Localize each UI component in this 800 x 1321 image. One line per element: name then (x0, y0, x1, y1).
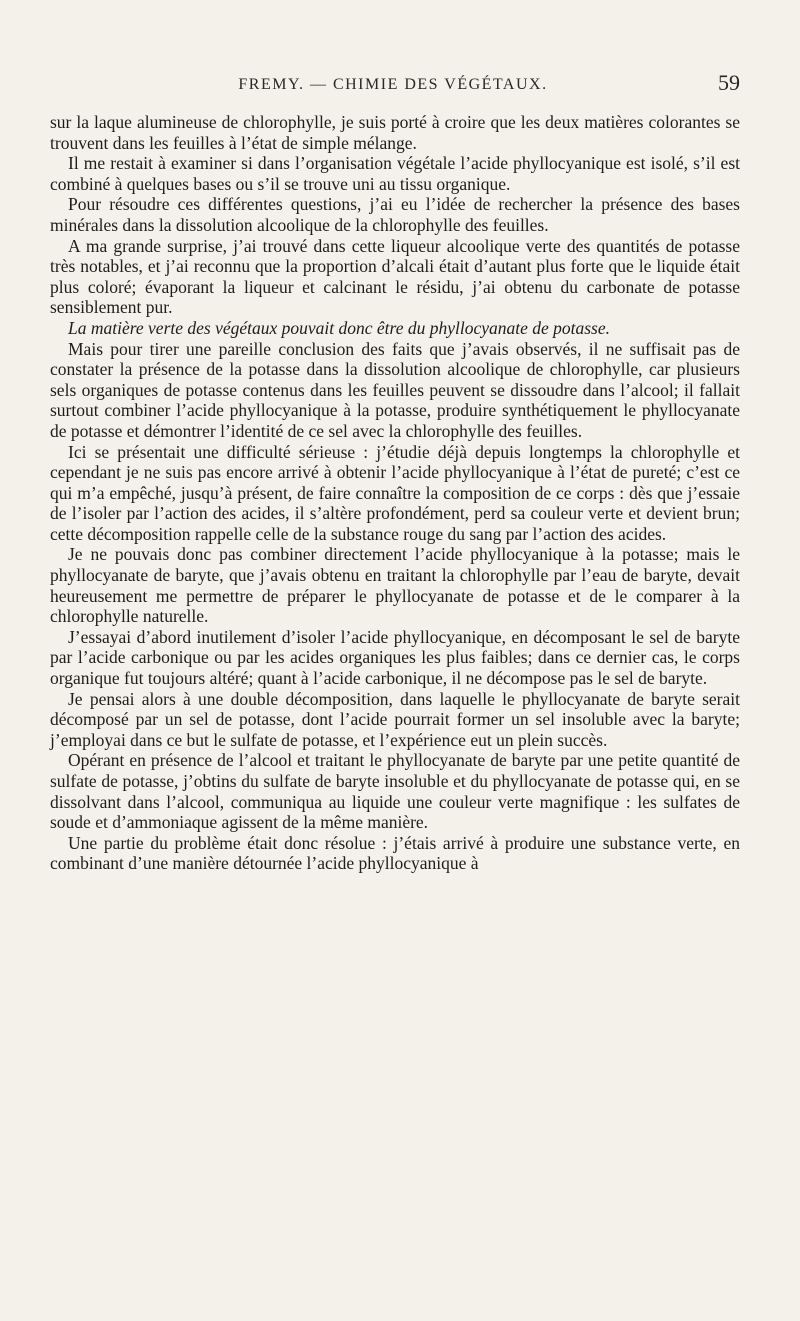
paragraph: Je pensai alors à une double décomposition, dans laquelle le phyllocyanate de baryte serait décomposé par un sel de potasse, dont l’acide pourrait former un sel insoluble avec la baryte; j’employai dans ce but le sulfate de potasse, et l’expérience eut un plein succès. (50, 688, 740, 750)
page-header (46, 70, 740, 100)
paragraph: Je ne pouvais donc pas combiner directement l’acide phyllocyanique à la potasse; mais le phyllocyanate de baryte, que j’avais obtenu en traitant la chlorophylle par l’eau de baryte, devait heureusement me permettre de préparer le phyllocyanate de potasse et de le comparer à la chlorophylle naturelle. (50, 544, 740, 627)
page-number: 59 (718, 70, 740, 95)
paragraph: Pour résoudre ces différentes questions, j’ai eu l’idée de rechercher la présence des bases minérales dans la dissolution alcoolique de la chlorophylle des feuilles. (50, 194, 740, 235)
paragraph: Ici se présentait une difficulté sérieuse : j’étudie déjà depuis longtemps la chlorophylle et cependant je ne suis pas encore arrivé à obtenir l’acide phyllocyanique à l’état de pureté; c’est ce qui m’a empêché, jusqu’à présent, de faire connaître la composition de ce corps : dès que j’essaie de l’isoler par l’action des acides, il s’altère profondément, perd sa couleur verte et devient brun; cette décomposition rappelle celle de la substance rouge du sang par l’action des acides. (50, 441, 740, 544)
paragraph: Opérant en présence de l’alcool et traitant le phyllocyanate de baryte par une petite quantité de sulfate de potasse, j’obtins du sulfate de baryte insoluble et du phyllocyanate de potasse qui, en se dissolvant dans l’alcool, communiqua au liquide une couleur verte magnifique : les sulfates de soude et d’ammoniaque agissent de la même manière. (50, 750, 740, 833)
paragraph: Mais pour tirer une pareille conclusion des faits que j’avais observés, il ne suffisait pas de constater la présence de la potasse dans la dissolution alcoolique de chlorophylle, car plusieurs sels organiques de potasse contenus dans les feuilles peuvent se dissoudre dans l’alcool; il fallait surtout combiner l’acide phyllocyanique à la potasse, produire synthétiquement le phyllocyanate de potasse et démontrer l’identité de ce sel avec la chlorophylle des feuilles. (50, 338, 740, 441)
paragraph: J’essayai d’abord inutilement d’isoler l’acide phyllocyanique, en décomposant le sel de baryte par l’acide carbonique ou par les acides organiques les plus faibles; dans ce dernier cas, le corps organique fut toujours altéré; quant à l’acide carbonique, il ne décompose pas le sel de baryte. (50, 626, 740, 689)
paragraph: sur la laque alumineuse de chlorophylle, je suis porté à croire que les deux matières colorantes se trouvent dans les feuilles à l’état de simple mélange. (50, 112, 740, 153)
paragraph: A ma grande surprise, j’ai trouvé dans cette liqueur alcoolique verte des quantités de potasse très notables, et j’ai reconnu que la proportion d’alcali était d’autant plus forte que le liquide était plus coloré; évaporant la liqueur et calcinant le résidu, j’ai obtenu du carbonate de potasse sensiblement pur. (50, 235, 740, 318)
paragraph: Une partie du problème était donc résolue : j’étais arrivé à produire une substance verte, en combinant d’une manière détournée l’acide phyllocyanique à (50, 832, 740, 874)
body-text (50, 112, 740, 874)
running-head: FREMY. — CHIMIE DES VÉGÉTAUX. (238, 76, 548, 93)
paragraph-conclusion: La matière verte des végétaux pouvait donc être du phyllocyanate de potasse. (68, 317, 611, 338)
paragraph: Il me restait à examiner si dans l’organisation végétale l’acide phyllocyanique est isolé, s’il est combiné à quelques bases ou s’il se trouve uni au tissu organique. (50, 153, 740, 194)
